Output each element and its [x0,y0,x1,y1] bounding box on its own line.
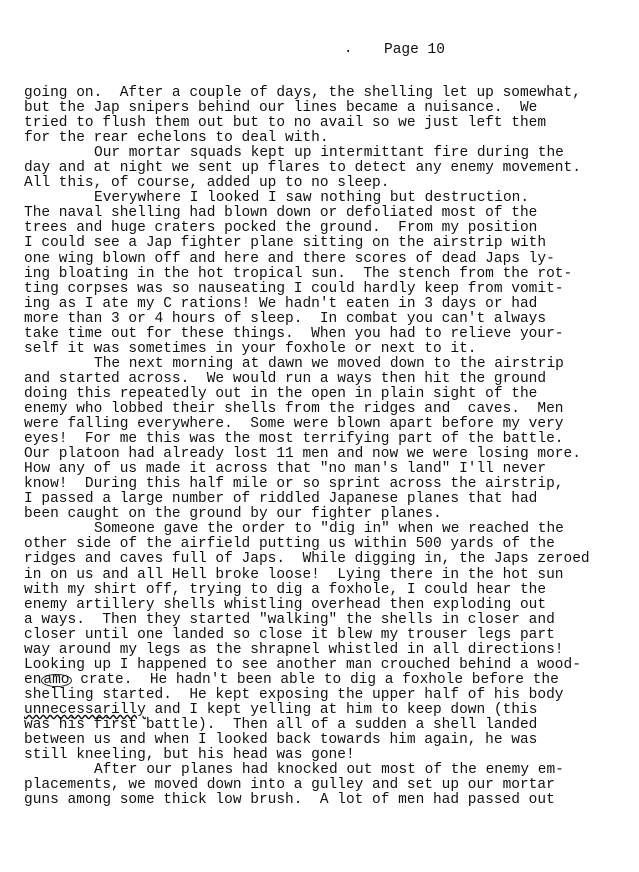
text-line: more than 3 or 4 hours of sleep. In combat you can't always [24,310,547,327]
text-line: going on. After a couple of days, the shelling let up somewhat, [24,85,581,101]
paragraph-start-line: Our mortar squads kept up intermittant fire during the [94,145,564,162]
text-line: Looking up I happened to see another man crouched behind a wood- [24,656,581,673]
page-number: Page 10 [384,42,445,58]
stray-mark: · [344,44,353,60]
text-segment: crate. He hadn't been able to dig a foxhole before the [71,671,559,688]
text-line-with-underlined-word [24,703,636,718]
handwritten-circle-annotation: amo [43,671,70,688]
text-line: other side of the airfield putting us within 500 yards of the [24,536,555,553]
text-line: I could see a Jap fighter plane sitting on the airstrip with [24,235,547,252]
paragraph-start-line: The next morning at dawn we moved down to the airstrip [94,355,564,372]
text-line: still kneeling, but his head was gone! [24,747,355,764]
page-body [24,86,636,808]
text-line: All this, of course, added up to no sleep. [24,175,390,192]
paragraph-start-line: After our planes had knocked out most of the enemy em- [94,762,564,779]
text-line: closer until one landed so close it blew my trouser legs part [24,626,555,643]
text-line: one wing blown off and here and there scores of dead Japs ly- [24,250,555,267]
text-line: guns among some thick low brush. A lot of men had passed out [24,792,555,809]
text-line: How any of us made it across that "no man's land" I'll never [24,461,547,478]
text-line: ing as I ate my C rations! We hadn't eaten in 3 days or had [24,295,538,312]
text-line: in on us and all Hell broke loose! Lying there in the hot sun [24,566,564,583]
text-line: day and at night we sent up flares to detect any enemy movement. [24,160,581,177]
text-line: placements, we moved down into a gulley and set up our mortar [24,777,555,794]
text-line: eyes! For me this was the most terrifying part of the battle. [24,431,564,448]
text-segment: en [24,671,42,688]
text-line: shelling started. He kept exposing the upper half of his body [24,686,564,703]
text-line: ridges and caves full of Japs. While digging in, the Japs zeroed [24,551,590,568]
text-line: between us and when I looked back towards him again, he was [24,732,538,749]
text-line: enemy artillery shells whistling overhead then exploding out [24,596,547,613]
text-line: tried to flush them out but to no avail so we just left them [24,115,547,132]
paragraph-start-line: Everywhere I looked I saw nothing but destruction. [94,190,530,207]
text-line: The naval shelling had blown down or defoliated most of the [24,205,538,222]
text-line: but the Jap snipers behind our lines became a nuisance. We [24,100,538,117]
text-line: were falling everywhere. Some were blown apart before my very [24,416,564,433]
text-line: was his first battle). Then all of a sudden a shell landed [24,716,538,733]
text-line: take time out for these things. When you had to relieve your- [24,325,564,342]
text-line: and started across. We would run a ways then hit the ground [24,370,547,387]
text-line: self it was sometimes in your foxhole or next to it. [24,340,477,357]
text-line: trees and huge craters pocked the ground. From my position [24,220,538,237]
text-line: with my shirt off, trying to dig a foxhole, I could hear the [24,581,547,598]
text-line: ing bloating in the hot tropical sun. The stench from the rot- [24,265,573,282]
text-line-with-circled-word [24,673,636,688]
text-line: Our platoon had already lost 11 men and now we were losing more. [24,446,581,463]
paragraph-start-line: Someone gave the order to "dig in" when we reached the [94,521,564,538]
text-line: enemy who lobbed their shells from the ridges and caves. Men [24,400,564,417]
text-line: a ways. Then they started "walking" the shells in closer and [24,611,555,628]
text-segment: and I kept yelling at him to keep down (this [145,701,538,718]
text-line: been caught on the ground by our fighter planes. [24,506,442,523]
text-line: doing this repeatedly out in the open in plain sight of the [24,385,538,402]
handwritten-underline-annotation: unnecessarilly [24,701,146,718]
text-line: for the rear echelons to deal with. [24,130,329,147]
text-line: way around my legs as the shrapnel whistled in all directions! [24,641,564,658]
text-line: ting corpses was so nauseating I could hardly keep from vomit- [24,280,564,297]
text-line: I passed a large number of riddled Japanese planes that had [24,491,538,508]
text-line: know! During this half mile or so sprint across the airstrip, [24,476,564,493]
